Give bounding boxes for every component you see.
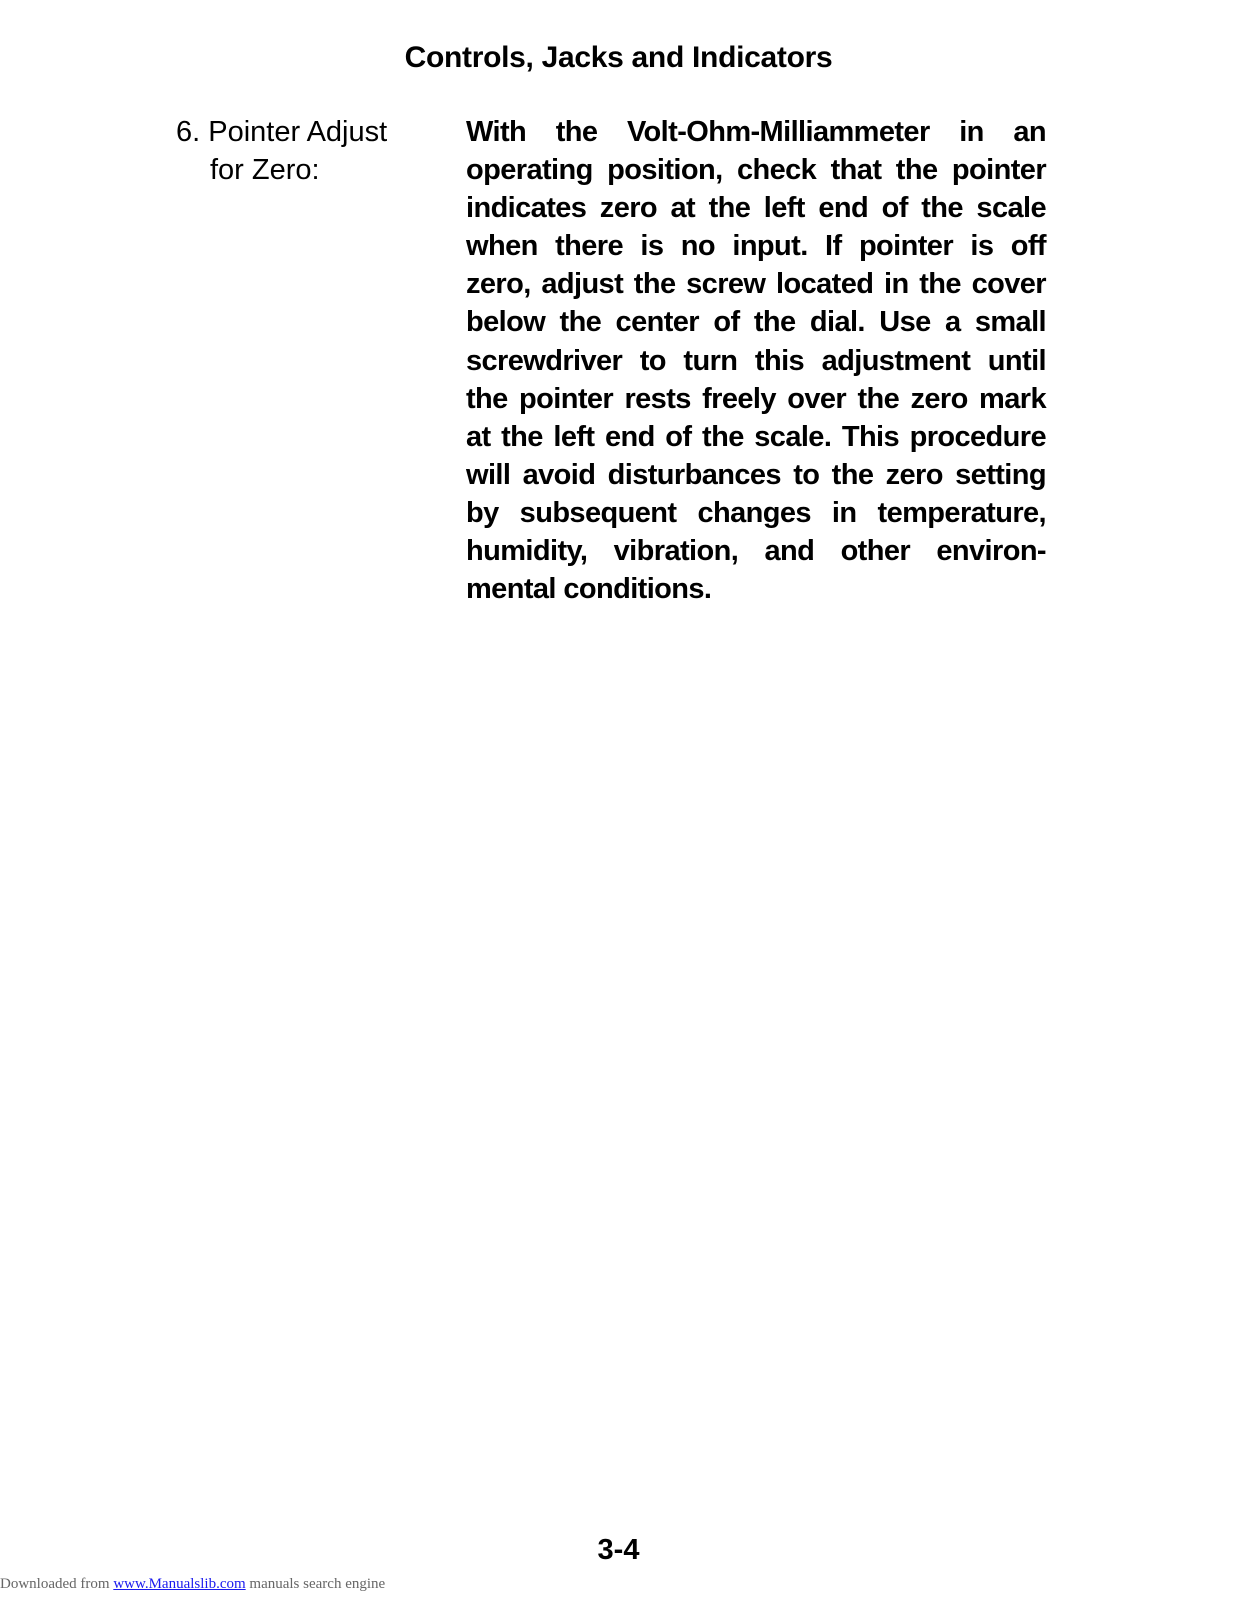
item-description xyxy=(466,113,1046,608)
description-line: at the left end of the scale. This procedure xyxy=(466,420,1046,453)
description-line: by subsequent changes in temperature, xyxy=(466,496,1046,529)
item-term-line: for Zero: xyxy=(210,154,320,186)
download-footer xyxy=(0,1574,385,1594)
description-line: below the center of the dial. Use a small xyxy=(466,306,1046,339)
description-line: zero, adjust the screw located in the cover xyxy=(466,268,1046,301)
page-number: 3-4 xyxy=(597,1534,640,1566)
description-line: With the Volt-Ohm-Milliammeter in an xyxy=(466,116,1046,148)
description-line: screwdriver to turn this adjustment until xyxy=(466,344,1046,377)
footer-suffix: manuals search engine xyxy=(245,1576,386,1592)
page-title: Controls, Jacks and Indicators xyxy=(404,41,833,74)
footer-prefix: Downloaded from xyxy=(0,1576,114,1592)
item-term-line: 6. Pointer Adjust xyxy=(176,116,388,148)
description-line: the pointer rests freely over the zero mark xyxy=(466,382,1046,415)
description-line: mental conditions. xyxy=(466,573,712,606)
description-line: operating position, check that the pointer xyxy=(466,154,1046,187)
description-line: when there is no input. If pointer is off xyxy=(466,230,1046,263)
description-line: will avoid disturbances to the zero setting xyxy=(466,458,1046,491)
manualslib-link[interactable]: www.Manualslib.com xyxy=(113,1576,246,1592)
item-term xyxy=(176,113,426,189)
description-line: humidity, vibration, and other environ- xyxy=(466,535,1046,568)
description-line: indicates zero at the left end of the scale xyxy=(466,192,1046,225)
